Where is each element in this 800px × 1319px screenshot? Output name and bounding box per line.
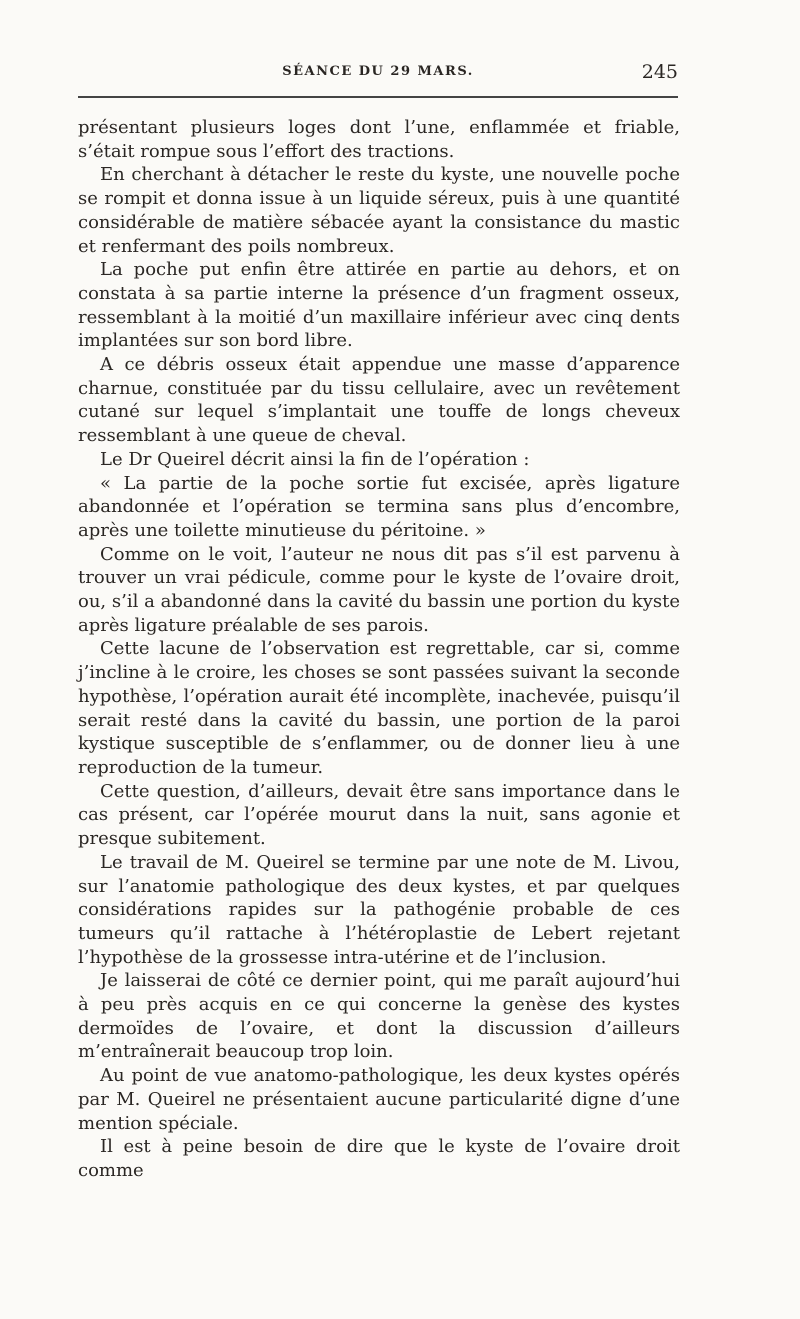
body-text <box>78 116 680 1183</box>
quotation: « La partie de la poche sortie fut excisée, après ligature abandonnée et l’opération se termina sans plus d’encombre, après une toilette minutieuse du péritoine. » <box>78 472 680 541</box>
paragraph: Cette question, d’ailleurs, devait être sans importance dans le cas présent, car l’opérée mourut dans la nuit, sans agonie et presque subitement. <box>78 780 680 850</box>
paragraph: A ce débris osseux était appendue une masse d’apparence charnue, constituée par du tissu cellulaire, avec un revêtement cutané sur lequel s’implantait une touffe de longs cheveux ressemblant à une queue de cheval. <box>78 354 680 447</box>
paragraph: La poche put enfin être attirée en partie au dehors, et on constata à sa partie interne la présence d’un fragment osseux, ressemblant à la moitié d’un maxillaire inférieur avec cinq dents implantées sur son bord libre. <box>78 259 680 352</box>
paragraph: Le Dr Queirel décrit ainsi la fin de l’opération : <box>100 448 530 470</box>
paragraph: présentant plusieurs loges dont l’une, enflammée et friable, s’était rompue sous l’effort des tractions. <box>78 117 680 162</box>
header-rule <box>78 96 678 98</box>
paragraph: Comme on le voit, l’auteur ne nous dit pas s’il est parvenu à trouver un vrai pédicule, comme pour le kyste de l’ovaire droit, ou, s’il a abandonné dans la cavité du bassin une portion du kyste après ligature préalable de ses parois. <box>78 543 680 636</box>
paragraph: Cette lacune de l’observation est regrettable, car si, comme j’incline à le croire, les choses se sont passées suivant la seconde hypothèse, l’opération aurait été incomplète, inachevée, puisqu’il serait resté dans la cavité du bassin, une portion de la paroi kystique susceptible de s’enflammer, ou de donner lieu à une reproduction de la tumeur. <box>78 638 680 778</box>
running-head <box>78 61 678 86</box>
paragraph: Au point de vue anatomo-pathologique, les deux kystes opérés par M. Queirel ne présentaient aucune particularité digne d’une mention spéciale. <box>78 1065 680 1134</box>
page-number: 245 <box>641 61 678 83</box>
running-title: SÉANCE DU 29 MARS. <box>282 64 474 79</box>
paragraph: En cherchant à détacher le reste du kyste, une nouvelle poche se rompit et donna issue à un liquide séreux, puis à une quantité considérable de matière sébacée ayant la consistance du mastic et renfermant des poils nombreux. <box>78 164 680 257</box>
paragraph: Je laisserai de côté ce dernier point, qui me paraît aujourd’hui à peu près acquis en ce qui concerne la genèse des kystes dermoïdes de l’ovaire, et dont la discussion d’ailleurs m’entraînerait beaucoup trop loin. <box>78 970 680 1063</box>
paragraph: Il est à peine besoin de dire que le kyste de l’ovaire droit comme <box>78 1136 680 1181</box>
paragraph: Le travail de M. Queirel se termine par une note de M. Livou, sur l’anatomie pathologique des deux kystes, et par quelques considérations rapides sur la pathogénie probable de ces tumeurs qu’il rattache à l’hétéroplastie de Lebert rejetant l’hypothèse de la grossesse intra-utérine et de l’inclusion. <box>78 851 680 968</box>
